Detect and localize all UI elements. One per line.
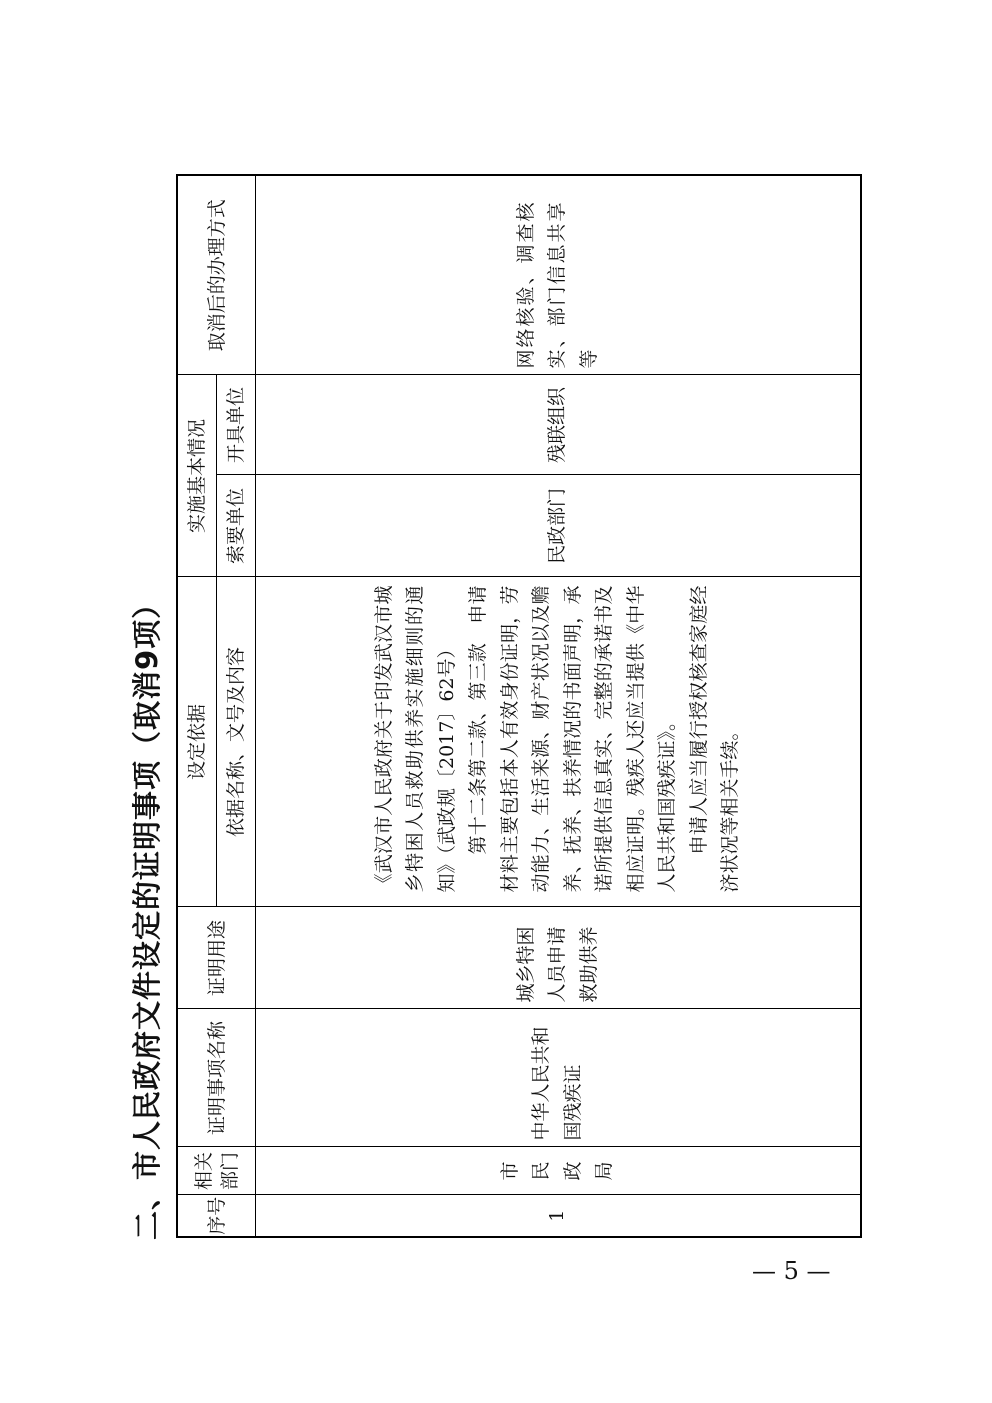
header-dept: 相关部门: [177, 1147, 256, 1195]
basis-article-text: 第十二条第二款、第三款 申请材料主要包括本人有效身份证明，劳动能力、生活来源、财产状况以及赡养、抚养、扶养情况的书面声明，承诺所提供信息真实、完整的承诺书及相应证明。残疾人还应当提供《中华人民共和国残疾证》。: [467, 585, 679, 893]
cell-basis: [256, 577, 861, 907]
section-heading: 二、市人民政府文件设定的证明事项（取消9项）: [130, 588, 164, 1240]
cell-dept: 市民政局: [256, 1147, 861, 1195]
cell-issuing-unit: 残联组织: [256, 375, 861, 475]
table-header-row: [177, 175, 217, 1237]
cell-purpose: 城乡特困人员申请救助供养: [256, 907, 861, 1009]
cell-after-method: 网络核验、调查核实、部门信息共享等: [256, 175, 861, 375]
header-requiring-unit: 索要单位: [217, 475, 256, 577]
header-after-method: 取消后的办理方式: [177, 175, 256, 375]
header-basis-group: 设定依据: [177, 577, 217, 907]
header-basis-sub: 依据名称、文号及内容: [217, 577, 256, 907]
certification-items-table: [176, 174, 862, 1238]
cell-requiring-unit: 民政部门: [256, 475, 861, 577]
basis-document-title: 《武汉市人民政府关于印发武汉市城乡特困人员救助供养实施细则的通知》（武政规〔2017〕62号）: [372, 585, 458, 893]
header-issuing-unit: 开具单位: [217, 375, 256, 475]
header-purpose: 证明用途: [177, 907, 256, 1009]
basis-additional-text: 申请人应当履行授权核查家庭经济状况等相关手续。: [687, 585, 742, 893]
cell-item-name: 中华人民共和国残疾证: [256, 1009, 861, 1147]
header-item-name: 证明事项名称: [177, 1009, 256, 1147]
header-seq: 序号: [177, 1195, 256, 1237]
cell-seq: 1: [256, 1195, 861, 1237]
header-impl-group: 实施基本情况: [177, 375, 217, 577]
page-number: — 5 —: [752, 1257, 831, 1285]
table-row: [256, 175, 861, 1237]
rotated-page-content: [128, 170, 858, 1240]
